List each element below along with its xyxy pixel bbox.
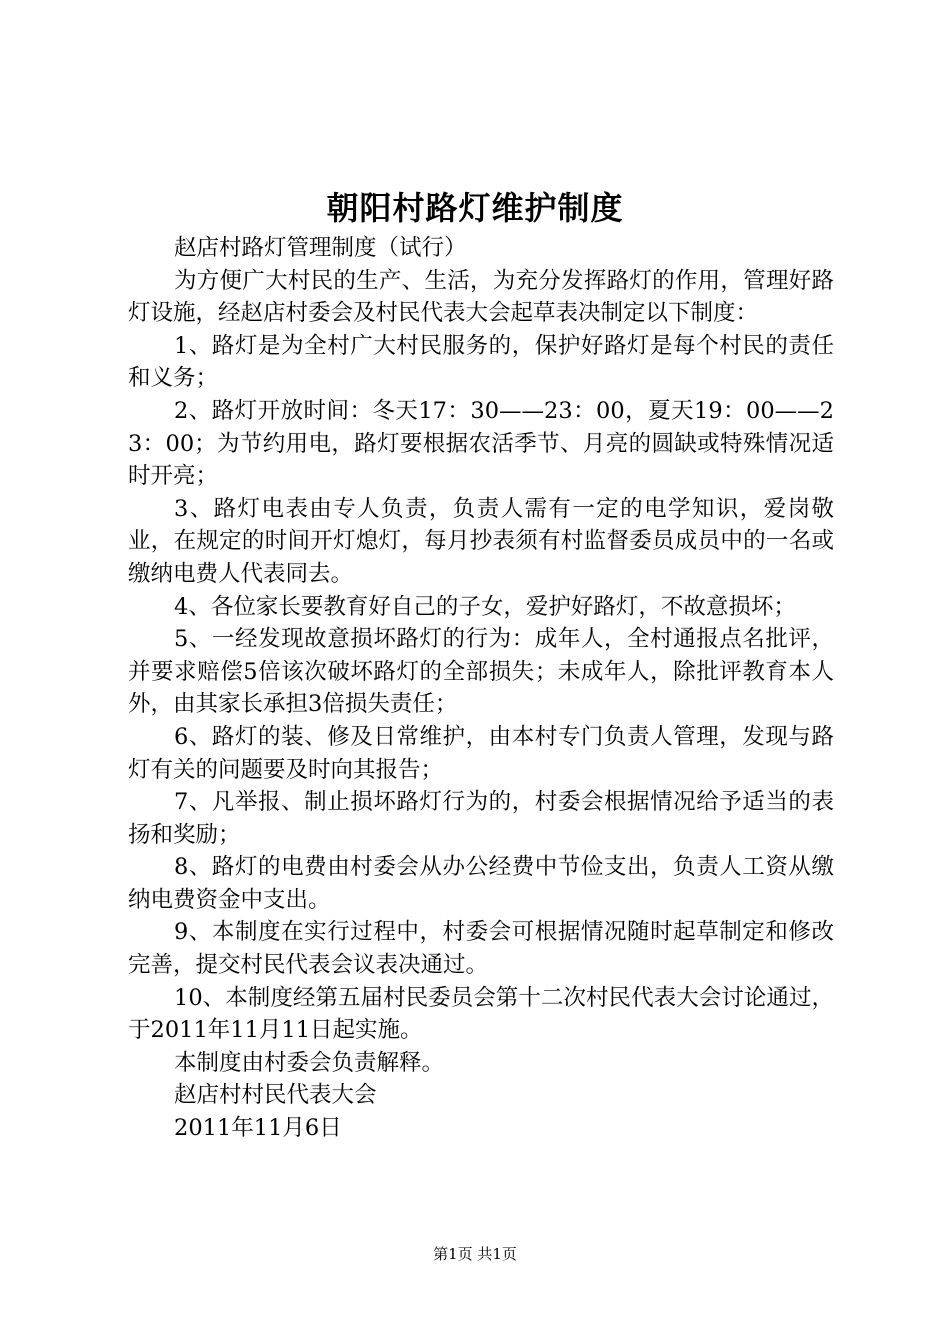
rule-6-paragraph: 6、路灯的装、修及日常维护，由本村专门负责人管理，发现与路灯有关的问题要及时向其报告； — [128, 723, 834, 783]
interpretation-paragraph: 本制度由村委会负责解释。 — [174, 1049, 445, 1076]
signatory-paragraph: 赵店村村民代表大会 — [174, 1082, 377, 1109]
rule-3-paragraph: 3、路灯电表由专人负责，负责人需有一定的电学知识，爱岗敬业，在规定的时间开灯熄灯，每月抄表须有村监督委员成员中的一名或缴纳电费人代表同去。 — [128, 495, 834, 587]
rule-7-paragraph: 7、凡举报、制止损坏路灯行为的，村委会根据情况给予适当的表扬和奖励； — [128, 789, 834, 848]
rule-9-paragraph: 9、本制度在实行过程中，村委会可根据情况随时起草制定和修改完善，提交村民代表会议表决通过。 — [128, 919, 834, 979]
subtitle-paragraph: 赵店村路灯管理制度（试行） — [174, 235, 467, 261]
rule-10-paragraph: 10、本制度经第五届村民委员会第十二次村民代表大会讨论通过，于2011年11月11日起实施。 — [128, 984, 834, 1044]
rule-5-paragraph: 5、一经发现故意损坏路灯的行为：成年人，全村通报点名批评，并要求赔偿5倍该次破坏路灯的全部损失；未成年人，除批评教育本人外，由其家长承担3倍损失责任； — [128, 626, 834, 718]
rule-8-paragraph: 8、路灯的电费由村委会从办公经费中节俭支出，负责人工资从缴纳电费资金中支出。 — [128, 854, 834, 913]
document-body — [128, 232, 834, 1145]
rule-4-paragraph: 4、各位家长要教育好自己的子女，爱护好路灯，不故意损坏； — [174, 593, 796, 620]
document-title: 朝阳村路灯维护制度 — [326, 189, 624, 227]
intro-paragraph: 为方便广大村民的生产、生活，为充分发挥路灯的作用，管理好路灯设施，经赵店村委会及村民代表大会起草表决制定以下制度： — [128, 267, 834, 327]
rule-1-paragraph: 1、路灯是为全村广大村民服务的，保护好路灯是每个村民的责任和义务； — [128, 332, 834, 392]
page-footer: 第1页 共1页 — [433, 1245, 517, 1263]
rule-2-paragraph: 2、路灯开放时间：冬天17：30——23：00，夏天19：00——23：00；为节约用电，路灯要根据农活季节、月亮的圆缺或特殊情况适时开亮； — [128, 397, 834, 490]
date-paragraph: 2011年11月6日 — [174, 1115, 342, 1142]
